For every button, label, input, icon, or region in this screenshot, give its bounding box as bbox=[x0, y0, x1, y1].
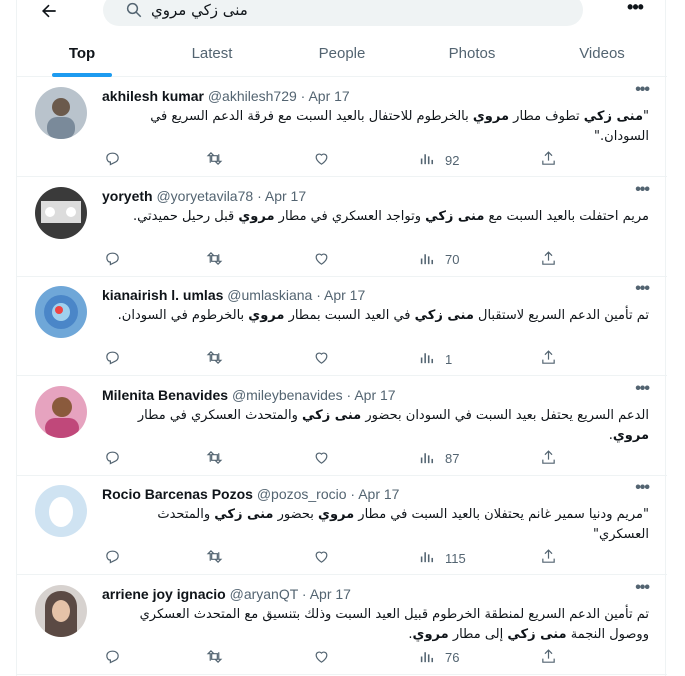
tweet[interactable] bbox=[17, 177, 667, 277]
reply-button[interactable] bbox=[104, 450, 121, 468]
tab-latest[interactable] bbox=[147, 30, 277, 77]
author-name[interactable]: Milenita Benavides bbox=[102, 386, 229, 403]
views-button[interactable] bbox=[418, 649, 459, 667]
retweet-button[interactable] bbox=[206, 251, 223, 269]
more-options-icon[interactable]: ••• bbox=[635, 479, 649, 496]
like-button[interactable] bbox=[313, 549, 330, 567]
author-handle[interactable]: @umlaskiana bbox=[227, 287, 313, 303]
tweet-text: "منى زكي تطوف مطار مروي بالخرطوم للاحتفال بالعيد السبت مع فرقة الدعم السريع في السودان." bbox=[150, 109, 649, 144]
tweet-text: مريم احتفلت بالعيد السبت مع منى زكي وتواجد العسكري في مطار مروي قبل رحيل حميدتي. bbox=[133, 208, 649, 224]
tab-label: People bbox=[318, 45, 366, 62]
tab-people[interactable] bbox=[277, 30, 407, 77]
reply-icon bbox=[104, 648, 121, 668]
tab-label: Top bbox=[68, 45, 96, 62]
share-icon bbox=[540, 449, 557, 469]
more-options-icon[interactable]: ••• bbox=[627, 0, 643, 17]
tweet-actions bbox=[102, 151, 649, 169]
author-name[interactable]: arriene joy ignacio bbox=[102, 585, 226, 602]
retweet-icon bbox=[206, 150, 223, 170]
share-button[interactable] bbox=[540, 350, 557, 368]
tweet-header bbox=[102, 486, 399, 502]
avatar[interactable] bbox=[35, 286, 87, 338]
heart-icon bbox=[313, 150, 330, 170]
tweet[interactable] bbox=[17, 475, 667, 575]
tab-top[interactable] bbox=[17, 30, 147, 77]
tweet-date[interactable]: Apr 17 bbox=[324, 287, 366, 303]
retweet-icon bbox=[206, 648, 223, 668]
views-button[interactable] bbox=[418, 549, 466, 567]
avatar[interactable] bbox=[35, 386, 87, 438]
more-options-icon[interactable]: ••• bbox=[635, 280, 649, 297]
tab-label: Videos bbox=[579, 45, 625, 62]
author-handle[interactable]: @pozos_rocio bbox=[256, 486, 347, 502]
like-button[interactable] bbox=[313, 450, 330, 468]
author-name[interactable]: akhilesh kumar bbox=[102, 88, 204, 104]
author-handle[interactable]: @mileybenavides bbox=[231, 386, 343, 403]
share-icon bbox=[540, 150, 557, 170]
author-handle[interactable]: @yoryetavila78 bbox=[156, 187, 254, 204]
search-input[interactable] bbox=[151, 0, 351, 21]
share-icon bbox=[540, 250, 557, 270]
author-handle[interactable]: @aryanQT bbox=[229, 585, 299, 602]
share-button[interactable] bbox=[540, 549, 557, 567]
like-button[interactable] bbox=[313, 251, 330, 269]
retweet-icon bbox=[206, 449, 223, 469]
tab-label: Photos bbox=[448, 45, 496, 62]
retweet-button[interactable] bbox=[206, 151, 223, 169]
tab-label: Latest bbox=[191, 45, 233, 62]
search-box[interactable] bbox=[103, 0, 583, 26]
separator-dot: · bbox=[316, 287, 321, 303]
share-icon bbox=[540, 548, 557, 568]
share-button[interactable] bbox=[540, 151, 557, 169]
tweet-header bbox=[102, 586, 351, 602]
retweet-button[interactable] bbox=[206, 549, 223, 567]
author-name[interactable]: Rocio Barcenas Pozos bbox=[102, 486, 253, 502]
tweet-header bbox=[102, 287, 365, 303]
retweet-icon bbox=[206, 250, 223, 270]
share-button[interactable] bbox=[540, 649, 557, 667]
author-name[interactable]: yoryeth bbox=[102, 187, 153, 204]
separator-dot: · bbox=[257, 187, 262, 204]
retweet-button[interactable] bbox=[206, 649, 223, 667]
reply-icon bbox=[104, 548, 121, 568]
reply-icon bbox=[104, 349, 121, 369]
separator-dot: · bbox=[300, 88, 306, 104]
tweet-actions bbox=[102, 450, 649, 468]
tweet-date[interactable]: Apr 17 bbox=[309, 585, 351, 602]
tweet[interactable] bbox=[17, 77, 667, 177]
views-button[interactable] bbox=[418, 450, 459, 468]
view-count: 76 bbox=[445, 650, 460, 665]
more-options-icon[interactable]: ••• bbox=[635, 578, 649, 596]
back-button[interactable] bbox=[37, 0, 61, 22]
tweet-actions bbox=[102, 549, 649, 567]
view-count: 70 bbox=[445, 252, 460, 267]
reply-icon bbox=[104, 250, 121, 270]
tweet-date[interactable]: Apr 17 bbox=[358, 486, 400, 502]
heart-icon bbox=[313, 349, 330, 369]
like-button[interactable] bbox=[313, 350, 330, 368]
avatar[interactable] bbox=[35, 187, 87, 239]
share-icon bbox=[540, 648, 557, 668]
results-tabs bbox=[17, 30, 667, 77]
tweet[interactable] bbox=[17, 575, 667, 675]
more-options-icon[interactable]: ••• bbox=[635, 379, 649, 397]
share-button[interactable] bbox=[540, 450, 557, 468]
back-arrow-icon bbox=[39, 1, 59, 21]
tweet-actions bbox=[102, 251, 649, 269]
tweet[interactable] bbox=[17, 276, 667, 376]
tweet-header bbox=[102, 387, 396, 403]
search-icon bbox=[125, 1, 143, 19]
like-button[interactable] bbox=[313, 649, 330, 667]
tab-videos[interactable] bbox=[537, 30, 667, 77]
separator-dot: · bbox=[350, 486, 356, 502]
share-button[interactable] bbox=[540, 251, 557, 269]
share-icon bbox=[540, 349, 557, 369]
tweet-actions bbox=[102, 649, 649, 667]
tweet-text: تم تأمين الدعم السريع لاستقبال منى زكي في العيد السبت بمطار مروي بالخرطوم في السودان. bbox=[117, 308, 649, 323]
view-count: 87 bbox=[445, 451, 460, 466]
reply-button[interactable] bbox=[104, 151, 121, 169]
retweet-button[interactable] bbox=[206, 350, 223, 368]
reply-button[interactable] bbox=[104, 649, 121, 667]
view-count: 92 bbox=[445, 152, 460, 168]
retweet-button[interactable] bbox=[206, 450, 223, 468]
tweet-text: تم تأمين الدعم السريع لمنطقة الخرطوم قبيل العيد السبت وذلك بتنسيق مع المتحدث العسكري ووصول النجمة منى زكي إلى مطار مروي. bbox=[139, 606, 649, 642]
bar-chart-icon bbox=[418, 648, 435, 668]
bar-chart-icon bbox=[418, 150, 435, 170]
view-count: 1 bbox=[445, 351, 453, 367]
reply-button[interactable] bbox=[104, 549, 121, 567]
author-name[interactable]: kianairish l. umlas bbox=[102, 287, 224, 303]
reply-button[interactable] bbox=[104, 251, 121, 269]
top-bar bbox=[17, 0, 667, 30]
more-options-icon[interactable]: ••• bbox=[635, 180, 649, 198]
heart-icon bbox=[313, 250, 330, 270]
tweet-header bbox=[102, 88, 350, 104]
search-results-panel bbox=[16, 0, 666, 676]
avatar[interactable] bbox=[35, 485, 87, 537]
retweet-icon bbox=[206, 349, 223, 369]
author-handle[interactable]: @akhilesh729 bbox=[207, 88, 297, 104]
retweet-icon bbox=[206, 548, 223, 568]
separator-dot: · bbox=[301, 585, 307, 602]
views-button[interactable] bbox=[418, 251, 459, 269]
bar-chart-icon bbox=[418, 250, 435, 270]
tab-photos[interactable] bbox=[407, 30, 537, 77]
tweet-text: "مريم ودنيا سمير غانم يحتفلان بالعيد السبت في مطار مروي بحضور منى زكي والمتحدث العسكري" bbox=[157, 507, 649, 542]
more-options-icon[interactable]: ••• bbox=[635, 81, 649, 98]
views-button[interactable] bbox=[418, 151, 459, 169]
views-button[interactable] bbox=[418, 350, 452, 368]
view-count: 115 bbox=[445, 550, 466, 566]
like-button[interactable] bbox=[313, 151, 330, 169]
heart-icon bbox=[313, 449, 330, 469]
reply-button[interactable] bbox=[104, 350, 121, 368]
tweet[interactable] bbox=[17, 376, 667, 476]
heart-icon bbox=[313, 648, 330, 668]
tweet-date[interactable]: Apr 17 bbox=[308, 88, 350, 104]
bar-chart-icon bbox=[418, 449, 435, 469]
bar-chart-icon bbox=[418, 349, 435, 369]
tweet-text: الدعم السريع يحتفل بعيد السبت في السودان بحضور منى زكي والمتحدث العسكري في مطار مروي. bbox=[137, 407, 649, 443]
tweet-date[interactable]: Apr 17 bbox=[354, 386, 396, 403]
separator-dot: · bbox=[346, 386, 352, 403]
reply-icon bbox=[104, 449, 121, 469]
heart-icon bbox=[313, 548, 330, 568]
tweet-date[interactable]: Apr 17 bbox=[264, 187, 307, 204]
tweet-header bbox=[102, 188, 306, 204]
reply-icon bbox=[104, 150, 121, 170]
tweet-actions bbox=[102, 350, 649, 368]
bar-chart-icon bbox=[418, 548, 435, 568]
avatar[interactable] bbox=[35, 87, 87, 139]
avatar[interactable] bbox=[35, 585, 87, 637]
